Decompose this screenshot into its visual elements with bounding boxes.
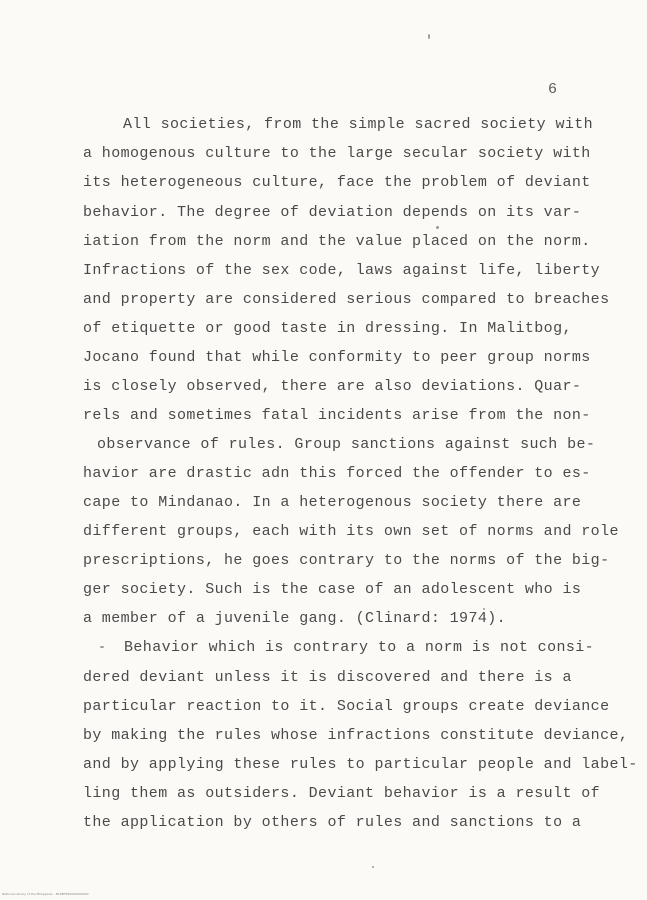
text-line: the application by others of rules and sanctions to a — [83, 814, 582, 831]
text-line: prescriptions, he goes contrary to the norms of the big- — [83, 552, 610, 569]
text-line: ger society. Such is the case of an adolescent who is — [83, 581, 582, 598]
page-number: 6 — [548, 81, 558, 98]
scan-speck — [483, 608, 485, 610]
footer-watermark: National Library of the Philippines · MLPBTES0000000000 — [2, 892, 89, 896]
text-line: its heterogeneous culture, face the problem of deviant — [83, 174, 591, 191]
text-line: havior are drastic adn this forced the offender to es- — [83, 465, 591, 482]
text-line: different groups, each with its own set of norms and role — [83, 523, 619, 540]
text-line: iation from the norm and the value placed on the norm. — [83, 233, 591, 250]
text-line: Jocano found that while conformity to peer group norms — [83, 349, 591, 366]
text-line: by making the rules whose infractions constitute deviance, — [83, 727, 629, 744]
text-line: and by applying these rules to particular people and label- — [83, 756, 638, 773]
text-line: ling them as outsiders. Deviant behavior is a result of — [83, 785, 601, 802]
text-line: rels and sometimes fatal incidents arise from the non- — [83, 407, 591, 424]
scan-speck — [100, 646, 104, 648]
text-line: All societies, from the simple sacred society with — [123, 116, 594, 133]
text-line: is closely observed, there are also deviations. Quar- — [83, 378, 582, 395]
text-line: dered deviant unless it is discovered and there is a — [83, 669, 572, 686]
text-line: behavior. The degree of deviation depends on its var- — [83, 204, 582, 221]
text-line: observance of rules. Group sanctions against such be- — [97, 436, 596, 453]
scan-speck — [428, 34, 430, 39]
text-line: a member of a juvenile gang. (Clinard: 1974). — [83, 610, 507, 627]
text-line: a homogenous culture to the large secular society with — [83, 145, 591, 162]
scan-speck — [436, 226, 439, 229]
text-line: of etiquette or good taste in dressing. In Malitbog, — [83, 320, 572, 337]
text-line: and property are considered serious compared to breaches — [83, 291, 610, 308]
text-line: Behavior which is contrary to a norm is not consi- — [124, 639, 595, 656]
text-line: Infractions of the sex code, laws against life, liberty — [83, 262, 601, 279]
text-line: cape to Mindanao. In a heterogenous society there are — [83, 494, 582, 511]
text-line: particular reaction to it. Social groups create deviance — [83, 698, 610, 715]
scan-speck — [372, 866, 374, 868]
